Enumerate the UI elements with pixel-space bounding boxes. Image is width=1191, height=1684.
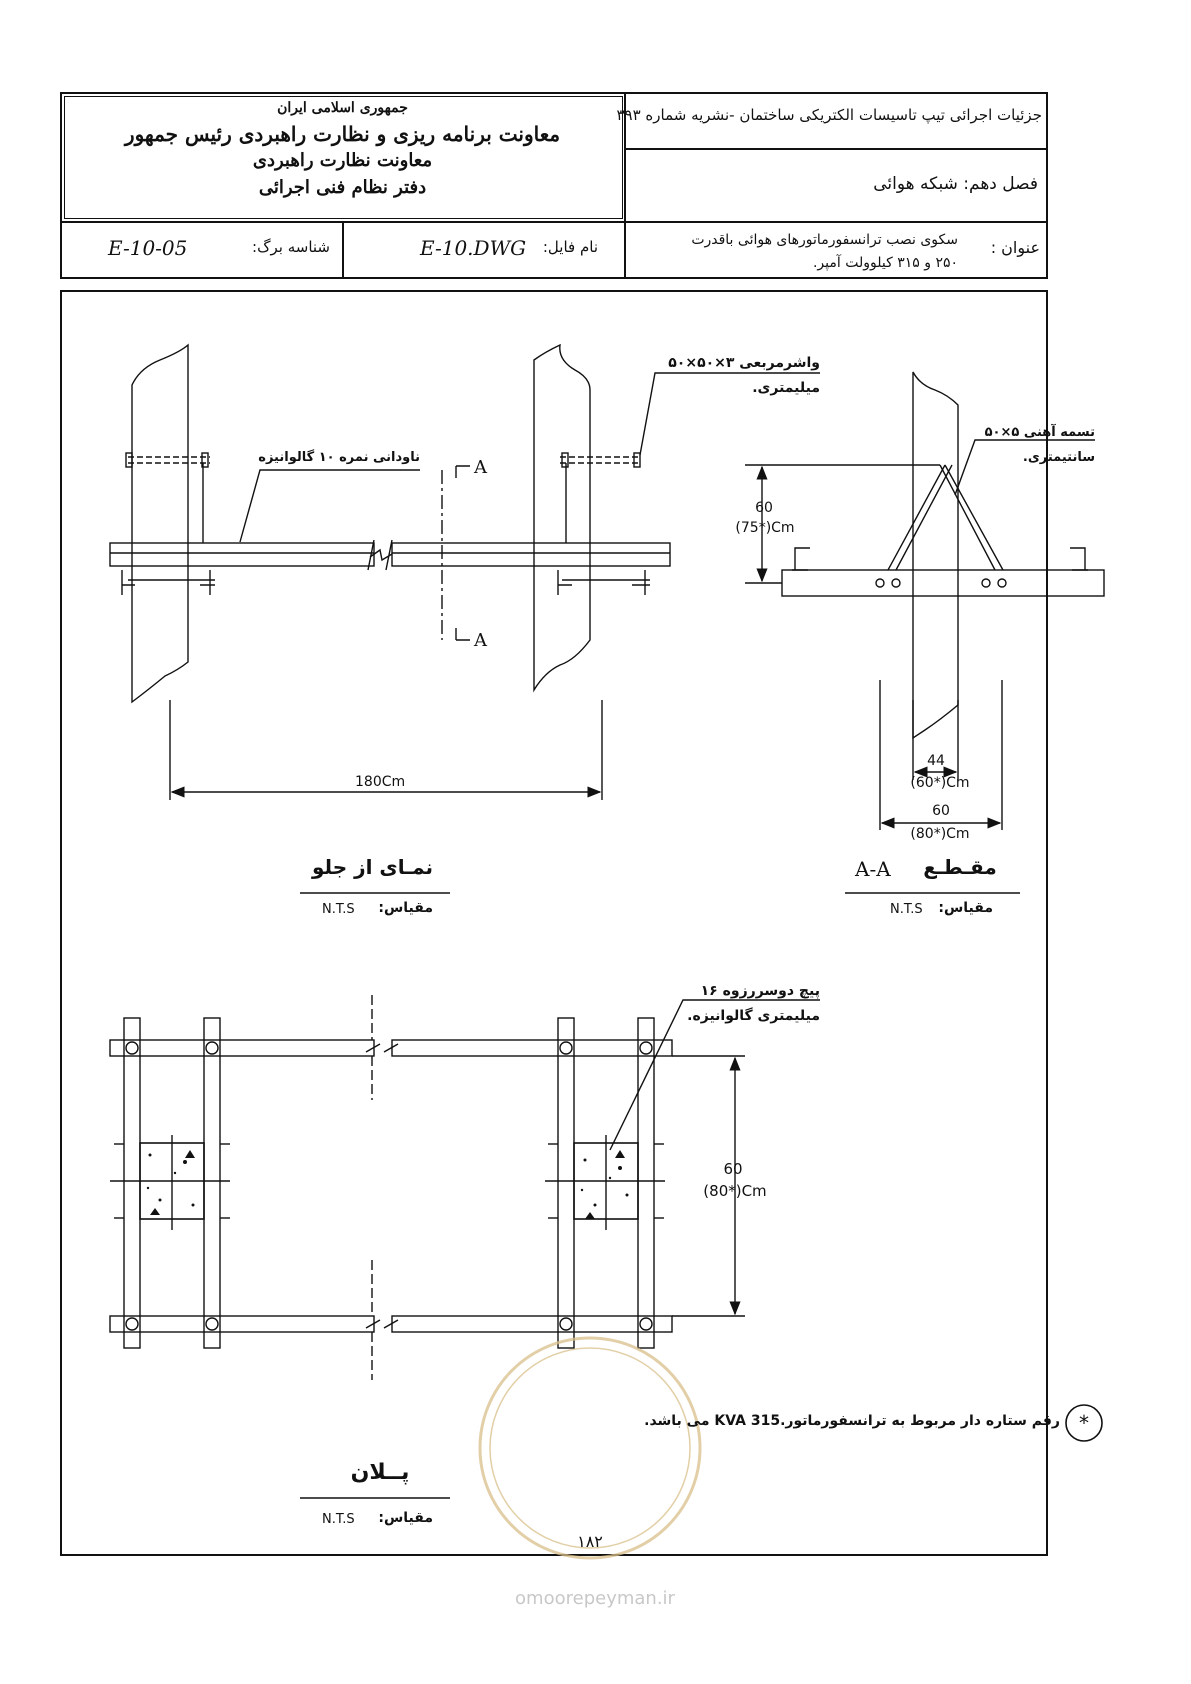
section-mark-top-label: A [474, 457, 487, 478]
plan-member-1 [124, 1018, 140, 1348]
plan-rail-bottom-left [110, 1316, 374, 1332]
dim-180-label: 180Cm [355, 774, 406, 790]
dim-inner-2: (60*)Cm [910, 775, 970, 791]
section-beam [782, 570, 1104, 596]
channel-beam-left [110, 543, 374, 566]
page-number: ۱۸۲ [577, 1532, 603, 1551]
plan-member-3 [558, 1018, 574, 1348]
dim-height-1: 60 [755, 500, 773, 516]
plan-dim-1: 60 [723, 1160, 743, 1178]
clamp-right [558, 570, 650, 595]
org-line-4: دفتر نظام فنی اجرائی [258, 177, 427, 198]
washer-label-2: میلیمتری. [752, 380, 820, 396]
concrete-texture [147, 1150, 629, 1219]
chapter-title: فصل دهم: شبکه هوائی [873, 174, 1038, 194]
plan-dim-2: (80*)Cm [703, 1182, 767, 1200]
front-view-title: نمـای از جلو [311, 855, 433, 879]
pole-right [534, 345, 590, 690]
dim-height-2: (75*)Cm [735, 520, 795, 536]
note-text: رقم ستاره دار مربوط به ترانسفورماتور.315 KVA می باشد. [644, 1413, 1060, 1429]
org-line-3: معاونت نظارت راهبردی [252, 150, 433, 171]
dim-inner-1: 44 [927, 753, 945, 769]
section-title-en: A-A [855, 857, 891, 881]
watermark-text: omoorepeyman.ir [515, 1588, 675, 1609]
plan-scale-label: مقیاس: [378, 1510, 433, 1526]
nut-right-1 [562, 453, 568, 467]
pole-section [913, 372, 958, 738]
strap-label-2: سانتیمتری. [1022, 450, 1095, 465]
section-title-fa: مقـطـع [923, 855, 997, 879]
title-line-2: ۲۵۰ و ۳۱۵ کیلوولت آمپر. [812, 255, 958, 271]
title-label: عنوان : [990, 238, 1040, 257]
watermark-seal [480, 1338, 700, 1558]
bolt-label-2: میلیمتری گالوانیزه. [687, 1008, 820, 1024]
title-line-1: سکوی نصب ترانسفورماتورهای هوائی باقدرت [691, 232, 958, 248]
hole-1 [876, 579, 884, 587]
plan-member-4 [638, 1018, 654, 1348]
dim-outer-2: (80*)Cm [910, 826, 970, 842]
file-name-value: E-10.DWG [420, 236, 527, 260]
strap-right [940, 465, 1003, 570]
section-mark-bottom-label: A [474, 630, 487, 651]
sheet-id-label: شناسه برگ: [252, 238, 330, 256]
bolt-label-1: پیچ دوسررزوه ۱۶ [700, 983, 820, 999]
plan-rail-top-left [110, 1040, 374, 1056]
plan-rail-top-right [392, 1040, 672, 1056]
plan-scale-value: N.T.S [322, 1512, 355, 1527]
front-view-scale-value: N.T.S [322, 902, 355, 917]
plan-rail-bottom-right [392, 1316, 672, 1332]
hole-4 [998, 579, 1006, 587]
channel-label: ناودانی نمره ۱۰ گالوانیزه [258, 450, 420, 465]
dim-outer-1-shown: 60 [932, 803, 950, 819]
nut-left-1 [126, 453, 132, 467]
strap-label-1: تسمه آهنی ۵×۵۰ [984, 425, 1095, 440]
leader-strap [955, 440, 1095, 495]
pole-left [132, 345, 188, 702]
org-line-2: معاونت برنامه ریزی و نظارت راهبردی رئیس جمهور [124, 122, 561, 146]
note-symbol: * [1079, 1411, 1089, 1435]
hole-2 [892, 579, 900, 587]
front-view-scale-label: مقیاس: [378, 900, 433, 916]
nut-right-2 [634, 453, 640, 467]
section-clamp-right [1070, 548, 1088, 570]
section-clamp-left [792, 548, 810, 570]
section-scale-label: مقیاس: [938, 900, 993, 916]
washer-label-1: واشرمربعی ۳×۵۰×۵۰ [668, 355, 820, 371]
sheet-id-value: E-10-05 [108, 236, 188, 260]
strap-left [888, 465, 952, 570]
org-line-1: جمهوری اسلامی ایران [277, 100, 408, 116]
section-mark-top [456, 466, 470, 478]
plan-member-2 [204, 1018, 220, 1348]
file-name-label: نام فایل: [542, 238, 598, 256]
section-scale-value: N.T.S [890, 902, 923, 917]
plan-title: پــلان [350, 1460, 410, 1485]
leader-channel [240, 470, 420, 542]
hole-3 [982, 579, 990, 587]
publication-title: جزئیات اجرائی تیپ تاسیسات الکتریکی ساختمان -نشریه شماره ۳۹۳ [616, 106, 1042, 124]
clamp-left [122, 570, 215, 595]
section-mark-bottom [456, 628, 470, 640]
front-view [110, 345, 820, 893]
channel-beam-right [392, 543, 670, 566]
